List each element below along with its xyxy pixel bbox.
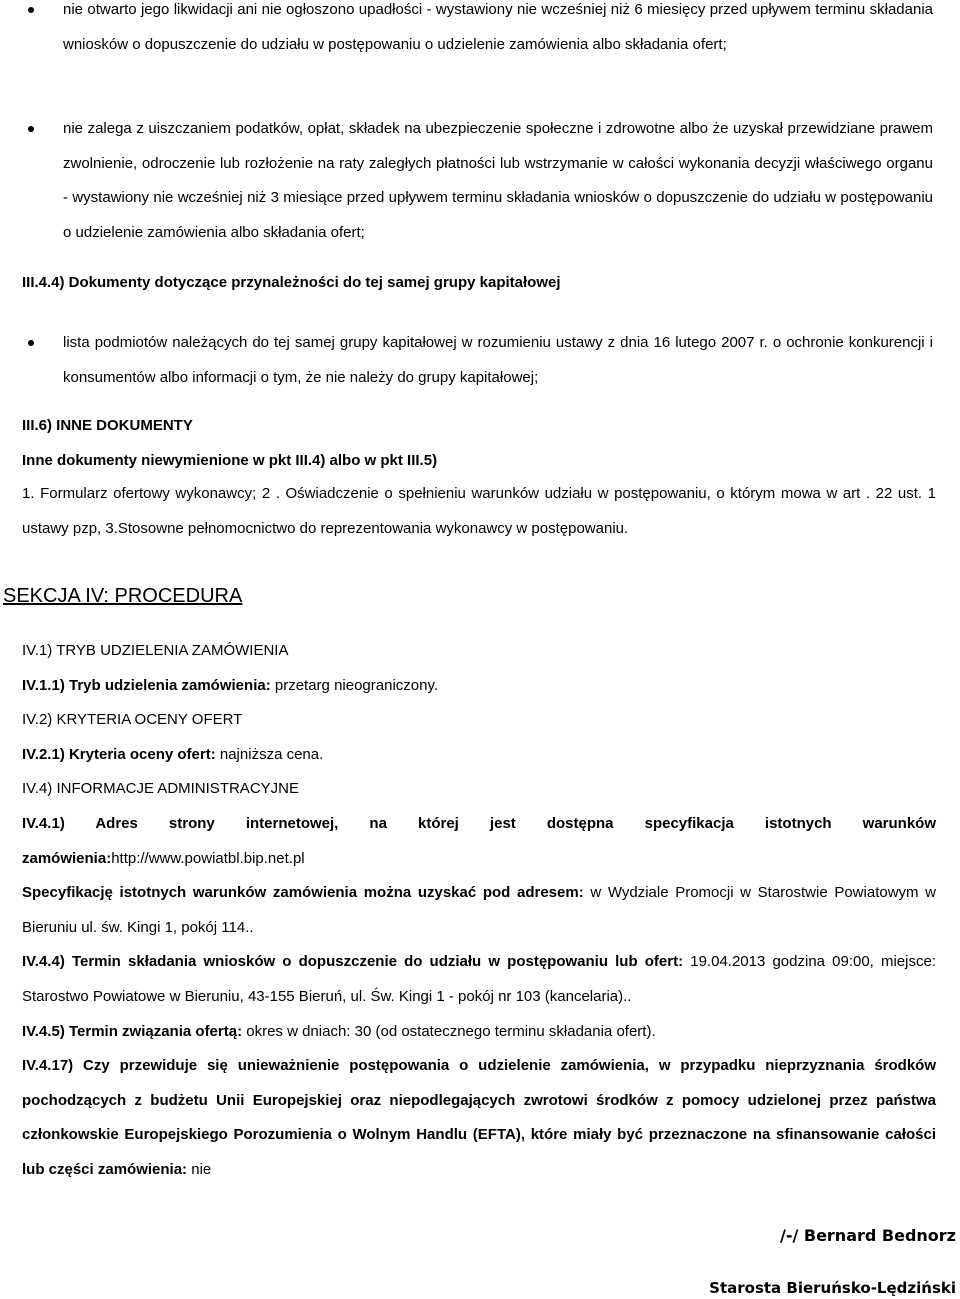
signature-title: Starosta Bieruńsko-Lędziński xyxy=(709,1279,956,1297)
item-iv-4-17: IV.4.17) Czy przewiduje się unieważnienie postępowania o udzielenie zamówienia, w przypadku nieprzyznania środków pochodzących z budżetu Unii Europejskiej oraz niepodlegających zwrotowi środków z pomocy udzielonej przez państwa członkowskie Europejskiego Porozumienia o Wolnym Handlu (EFTA), które miały być przeznaczone na sfinansowanie całości lub części zamówienia: nie xyxy=(22,1057,936,1178)
heading-iv-4: IV.4) INFORMACJE ADMINISTRACYJNE xyxy=(22,780,299,797)
siwz-address: Specyfikację istotnych warunków zamówienia można uzyskać pod adresem: w Wydziale Promocji w Starostwie Powiatowym w Bieruniu ul. św. Kingi 1, pokój 114.. xyxy=(22,884,937,936)
signature-name: /-/ Bernard Bednorz xyxy=(779,1226,956,1245)
bullet-dot xyxy=(28,7,34,13)
item-iv-2-1: IV.2.1) Kryteria oceny ofert: najniższa cena. xyxy=(22,746,324,763)
section-heading-iii-6: III.6) INNE DOKUMENTY xyxy=(22,417,193,434)
bullet-text: nie zalega z uiszczaniem podatków, opłat, składek na ubezpieczenie społeczne i zdrowotne albo że uzyskał przewidziane prawem zwolnienie, odroczenie lub rozłożenie na raty zaległych płatności lub wstrzymanie w całości wykonania decyzji właściwego organu - wystawiony nie wcześniej niż 3 miesiące przed upływem terminu składania wniosków o dopuszczenie do udziału w postępowaniu o udzielenie zamówienia albo składania ofert; xyxy=(63,120,933,241)
heading-iv-1: IV.1) TRYB UDZIELENIA ZAMÓWIENIA xyxy=(22,642,289,659)
item-iv-1-1: IV.1.1) Tryb udzielenia zamówienia: przetarg nieograniczony. xyxy=(22,677,439,694)
bullet-text: nie otwarto jego likwidacji ani nie ogłoszono upadłości - wystawiony nie wcześniej niż 6 miesięcy przed upływem terminu składania wniosków o dopuszczenie do udziału w postępowaniu o udzielenie zamówienia albo składania ofert; xyxy=(63,1,933,53)
bullet-dot xyxy=(28,340,34,346)
bullet-text: lista podmiotów należących do tej samej grupy kapitałowej w rozumieniu ustawy z dnia 16 lutego 2007 r. o ochronie konkurencji i konsumentów albo informacji o tym, że nie należy do grupy kapitałowej; xyxy=(63,334,933,386)
heading-iv-2: IV.2) KRYTERIA OCENY OFERT xyxy=(22,711,243,728)
item-iv-4-5: IV.4.5) Termin związania ofertą: okres w dniach: 30 (od ostatecznego terminu składania ofert). xyxy=(22,1023,656,1040)
bullet-dot xyxy=(28,126,34,132)
section-title: SEKCJA IV: PROCEDURA xyxy=(3,585,243,607)
item-iv-4-1: IV.4.1) Adres strony internetowej, na której jest dostępna specyfikacja istotnych warunków zamówienia:http://www.powiatbl.bip.net.pl xyxy=(22,815,936,867)
item-iv-4-4: IV.4.4) Termin składania wniosków o dopuszczenie do udziału w postępowaniu lub ofert: 19.04.2013 godzina 09:00, miejsce: Starostwo Powiatowe w Bieruniu, 43-155 Bieruń, ul. Św. Kingi 1 - pokój nr 103 (kancelaria).. xyxy=(22,953,936,1005)
section-subheading: Inne dokumenty niewymienione w pkt III.4) albo w pkt III.5) xyxy=(22,452,438,469)
bip-url: http://www.powiatbl.bip.net.pl xyxy=(111,849,305,867)
section-heading-iii-4-4: III.4.4) Dokumenty dotyczące przynależności do tej samej grupy kapitałowej xyxy=(22,274,561,291)
other-documents-text: 1. Formularz ofertowy wykonawcy; 2 . Oświadczenie o spełnieniu warunków udziału w postępowaniu, o którym mowa w art . 22 ust. 1 ustawy pzp, 3.Stosowne pełnomocnictwo do reprezentowania wykonawcy w postępowaniu. xyxy=(22,485,936,537)
